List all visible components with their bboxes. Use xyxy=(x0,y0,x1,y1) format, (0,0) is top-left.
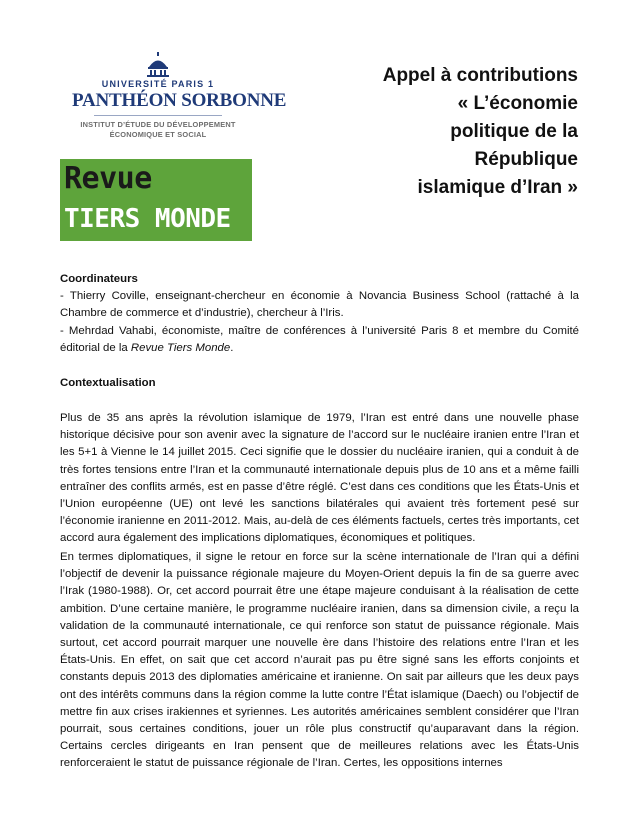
university-name: PANTHÉON SORBONNE xyxy=(72,90,287,111)
coordinators-section xyxy=(60,271,579,357)
revue-tiers-monde-logo xyxy=(60,159,252,241)
context-paragraph-1 xyxy=(60,410,579,548)
context-paragraph-2 xyxy=(60,549,579,773)
institute-line-2: ÉCONOMIQUE ET SOCIAL xyxy=(109,130,207,139)
journal-title: Revue Tiers Monde xyxy=(130,341,231,354)
call-title-line-5: islamique d’Iran » xyxy=(417,177,578,198)
pantheon-sorbonne-logo xyxy=(72,52,287,144)
pantheon-dome-icon xyxy=(145,52,171,78)
logo-divider xyxy=(94,115,222,116)
paragraph-text: En termes diplomatiques, il signe le retour en force sur la scène internationale de l’Iran qui a défini l’objectif de devenir la puissance régionale majeure du Moyen-Orient depuis la fin de sa guerre avec l’Irak (1980-1988). Or, cet accord pourrait être une étape majeure conduisant à la réalisation de cette ambition. D’une certaine manière, le programme nucléaire iranien, dans sa dimension civile, a reçu la validation de la communauté internationale, ce qui renforce son statut de puissance régionale. Mais surtout, cet accord pourrait marquer une nouvelle ère dans l’histoire des relations entre l’Iran et les États-Unis. En effet, on sait que cet accord n’aurait pas pu être signé sans les efforts conjoints et constants depuis 2013 des diplomaties américaine et iranienne. On sait par ailleurs que les deux pays ont des intérêts communs dans la région comme la lutte contre l’État islamique (Daech) ou l’objectif de mettre fin aux crises irakiennes et syriennes. Les autorités américaines semblent considérer que l’Iran pourrait, sous certaines conditions, jouer un rôle plus constructif qu’auparavant dans la région. Certains cercles dirigeants en Iran pensent que de meilleures relations avec les États-Unis renforceraient le statut de puissance régionale de l’Iran. Certes, les oppositions internes xyxy=(60,551,579,770)
call-title-line-2: « L’économie xyxy=(457,93,578,114)
call-title-line-1: Appel à contributions xyxy=(382,65,578,86)
institute-line-1: INSTITUT D’ÉTUDE DU DÉVELOPPEMENT xyxy=(80,120,236,129)
coordinator-item xyxy=(60,323,579,357)
context-heading: Contextualisation xyxy=(60,377,156,389)
coordinator-text-end: . xyxy=(230,341,234,354)
coordinator-text: - Mehrdad Vahabi, économiste, maître de conférences à l’université Paris 8 et membre du Comité éditorial de la xyxy=(60,324,579,354)
paragraph-text: Plus de 35 ans après la révolution islamique de 1979, l’Iran est entré dans une nouvelle phase historique décisive pour son avenir avec la signature de l’accord sur le nucléaire iranien entre l’Iran et les 5+1 à Vienne le 14 juillet 2015. Ceci signifie que le dossier du nucléaire iranien, qui a conduit à de très fortes tensions entre l’Iran et la communauté internationale depuis plus de 10 ans et a même failli entraîner des conflits armés, est en passe d’être réglé. C’est dans ces conditions que les États-Unis et l’Union européenne (UE) ont levé les sanctions bilatérales qui avaient très fortement pesé sur l’économie iranienne en 2011-2012. Mais, au-delà de ces éléments factuels, certes très importants, cet accord aura également des implications diplomatiques, économiques et politiques. xyxy=(60,412,579,545)
call-title-line-4: République xyxy=(474,149,578,170)
university-line: UNIVERSITÉ PARIS 1 xyxy=(101,79,215,89)
coordinator-item: - Thierry Coville, enseignant-chercheur en économie à Novancia Business School (rattaché à la Chambre de commerce et d’industrie), chercheur à l’Iris. xyxy=(60,290,579,320)
revue-logo-line-2: TIERS MONDE xyxy=(64,204,231,234)
institute-name xyxy=(72,120,244,140)
revue-logo-line-1: Revue xyxy=(64,161,152,196)
coordinators-heading: Coordinateurs xyxy=(60,273,138,285)
call-title-line-3: politique de la xyxy=(450,121,578,142)
call-title xyxy=(308,62,578,202)
context-heading-block xyxy=(60,375,579,392)
